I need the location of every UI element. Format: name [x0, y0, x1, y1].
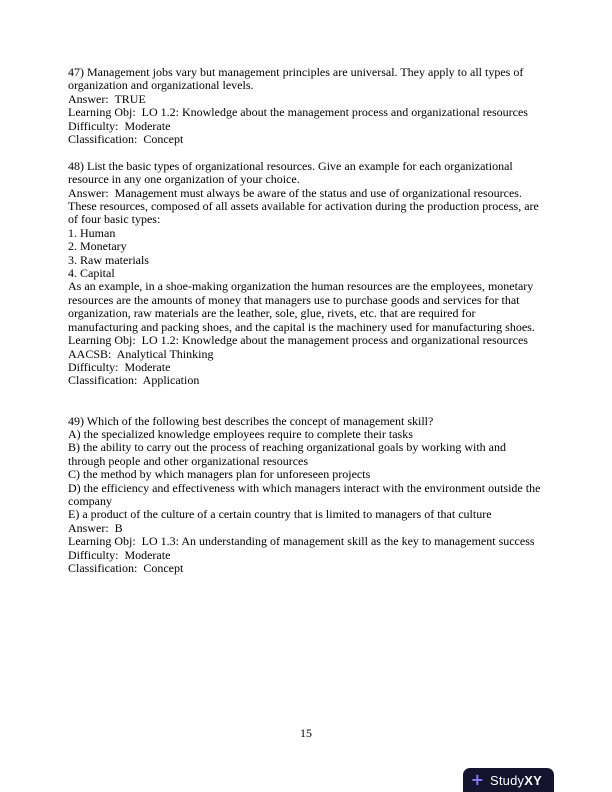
text-line: Answer: Management must always be aware of the status and use of organizational resources. These resources, composed of all assets available for activation during the production process, are of four basic types: — [68, 185, 542, 227]
plus-icon: + — [470, 770, 484, 789]
text-line: 48) List the basic types of organizational resources. Give an example for each organizational resource in any one organization of your choice. — [68, 158, 516, 187]
text-line: 4. Capital — [68, 266, 115, 281]
text-line: Learning Obj: LO 1.2: Knowledge about the management process and organizational resources — [68, 333, 528, 348]
document-content — [68, 66, 546, 589]
text-line: Answer: B — [68, 520, 123, 535]
question-block — [68, 66, 546, 146]
text-line: Classification: Concept — [68, 560, 184, 575]
brand-name-study: Study — [490, 772, 525, 788]
text-line: Difficulty: Moderate — [68, 118, 171, 133]
text-line: As an example, in a shoe-making organization the human resources are the employees, monetary resources are the amounts of money that managers use to purchase goods and services for that organization, raw materials are the leather, sole, glue, rivets, etc. that are required for manufacturing and packing shoes, and the capital is the machinery used for manufacturing shoes. — [68, 279, 537, 334]
text-line: Difficulty: Moderate — [68, 359, 171, 374]
text-line: Classification: Concept — [68, 132, 184, 147]
brand-name — [490, 773, 542, 788]
text-line: B) the ability to carry out the process of reaching organizational goals by working with and through people and other organizational resources — [68, 440, 509, 468]
text-line: A) the specialized knowledge employees require to complete their tasks — [68, 426, 413, 441]
text-line: AACSB: Analytical Thinking — [68, 346, 214, 361]
text-line: C) the method by which managers plan for unforeseen projects — [68, 467, 371, 482]
text-line: 3. Raw materials — [68, 252, 149, 267]
question-block — [68, 415, 546, 576]
text-line — [68, 388, 546, 401]
text-line: Learning Obj: LO 1.3: An understanding of management skill as the key to management success — [68, 534, 535, 549]
text-line: 49) Which of the following best describes the concept of management skill? — [68, 413, 434, 428]
text-line: 1. Human — [68, 225, 116, 240]
brand-name-xy: XY — [524, 772, 542, 788]
question-block — [68, 160, 546, 401]
studyxy-badge[interactable] — [463, 768, 554, 792]
page-number: 15 — [300, 726, 312, 740]
text-line: D) the efficiency and effectiveness with which managers interact with the environment outside the company — [68, 480, 544, 508]
text-line: Classification: Application — [68, 373, 200, 388]
text-line: Answer: TRUE — [68, 91, 146, 106]
text-line: Learning Obj: LO 1.2: Knowledge about the management process and organizational resources — [68, 105, 528, 120]
text-line: 47) Management jobs vary but management principles are universal. They apply to all types of organization and organizational levels. — [68, 65, 527, 93]
text-line: Difficulty: Moderate — [68, 547, 171, 562]
text-line: 2. Monetary — [68, 239, 127, 254]
text-line: E) a product of the culture of a certain country that is limited to managers of that culture — [68, 507, 492, 522]
